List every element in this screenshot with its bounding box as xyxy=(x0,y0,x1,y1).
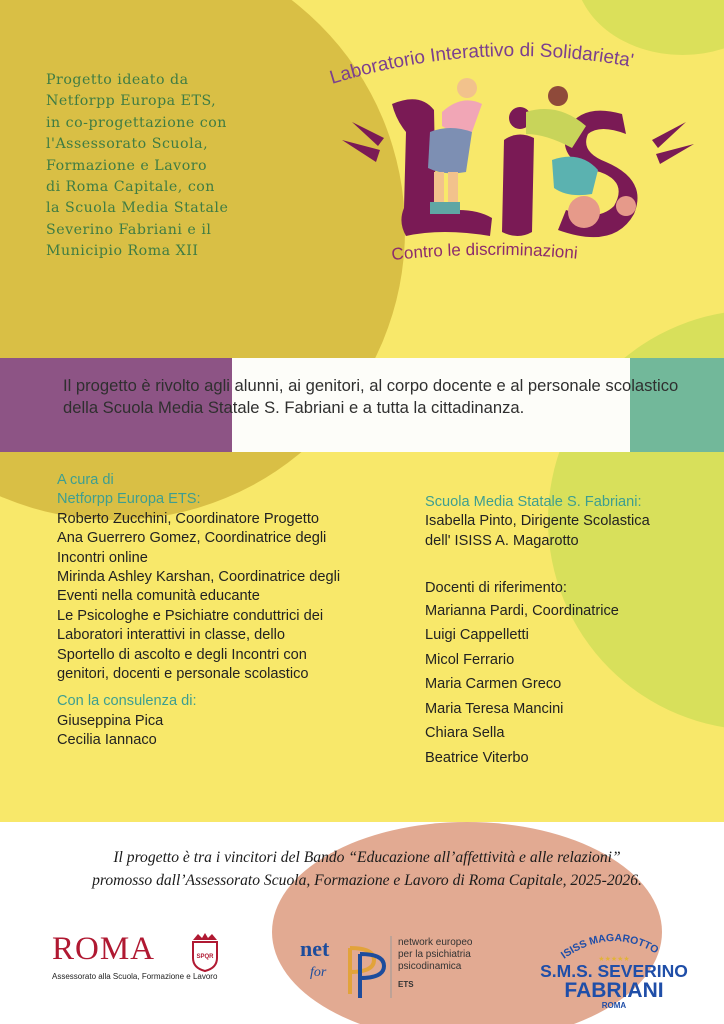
intro-line: Progetto ideato da xyxy=(46,72,189,88)
grant-line: Il progetto è tra i vincitori del Bando “Educazione all’affettività e alle relazioni” xyxy=(113,849,621,866)
credit-line: Isabella Pinto, Dirigente Scolastica xyxy=(425,513,650,530)
credits-right-column xyxy=(425,493,724,770)
child-figure-shirt xyxy=(442,100,482,132)
teacher-name: Maria Carmen Greco xyxy=(425,676,562,693)
netpp-line: per la psichiatria xyxy=(398,949,471,960)
isiss-line-1: S.M.S. SEVERINO xyxy=(540,961,688,981)
intro-line: la Scuola Media Statale xyxy=(46,200,229,217)
child-figure-head xyxy=(457,78,477,98)
netpp-description xyxy=(398,937,473,973)
spacer xyxy=(425,551,724,579)
netpp-for: for xyxy=(310,965,327,980)
intro-line: Netforpp Europa ETS, xyxy=(46,93,217,110)
logo-subtitle: Contro le discriminazioni xyxy=(390,239,579,264)
netpp-ets: ETS xyxy=(398,980,414,989)
roma-wordmark: ROMA xyxy=(52,931,156,967)
teacher-name: Micol Ferrario xyxy=(425,651,515,668)
grant-statement xyxy=(22,846,712,892)
credit-line: Ana Guerrero Gomez, Coordinatrice degli xyxy=(57,530,327,547)
isiss-line-2: FABRIANI xyxy=(564,979,664,1002)
letter-i xyxy=(502,134,534,236)
organization-heading: Netforpp Europa ETS: xyxy=(57,491,201,508)
logo-arc-title: Laboratorio Interattivo di Solidarieta' xyxy=(327,39,636,89)
teachers-heading: Docenti di riferimento: xyxy=(425,580,567,597)
consultant-name: Cecilia Iannaco xyxy=(57,732,157,749)
roma-crest-icon xyxy=(190,932,220,972)
isiss-arc xyxy=(524,925,704,965)
credit-line: Incontri online xyxy=(57,549,148,566)
isiss-line-3: ROMA xyxy=(601,1001,627,1010)
credit-line: Laboratori interattivi in classe, dello xyxy=(57,627,285,644)
credit-line: Mirinda Ashley Karshan, Coordinatrice degli xyxy=(57,569,341,586)
grant-line: promosso dall’Assessorato Scuola, Formazione e Lavoro di Roma Capitale, 2025-2026. xyxy=(92,872,642,889)
intro-line: l'Assessorato Scuola, xyxy=(46,136,209,153)
credits-left-column xyxy=(57,471,387,751)
target-audience-text: Il progetto è rivolto agli alunni, ai genitori, al corpo docente e al personale scolastico della Scuola Media Statale S. Fabriani e a tutta la cittadinanza. xyxy=(63,376,679,417)
teacher-name: Marianna Pardi, Coordinatrice xyxy=(425,602,619,619)
credit-line: Le Psicologhe e Psichiatre conduttrici dei xyxy=(57,607,324,624)
crest-text: SPQR xyxy=(196,954,214,960)
consultant-name: Giuseppina Pica xyxy=(57,712,164,729)
splash-left xyxy=(352,122,384,146)
splash-right xyxy=(652,122,686,148)
intro-line: di Roma Capitale, con xyxy=(46,179,215,196)
child-figure-skirt xyxy=(428,128,472,173)
intro-line: in co-progettazione con xyxy=(46,114,227,131)
isiss-stars: ★★★★★ xyxy=(598,955,630,963)
roma-caption: Assessorato alla Scuola, Formazione e Lavoro xyxy=(52,972,218,981)
isiss-arc-text: ISISS MAGAROTTO xyxy=(558,931,661,962)
netpp-line: psicodinamica xyxy=(398,961,462,972)
splash-right xyxy=(656,144,694,164)
intro-line: Severino Fabriani e il xyxy=(46,221,212,238)
curated-by-label: A cura di xyxy=(57,472,114,488)
child-figure-shoes xyxy=(430,202,460,214)
intro-line: Formazione e Lavoro xyxy=(46,157,208,174)
netpp-net: net xyxy=(300,936,330,961)
spacer xyxy=(57,684,387,692)
child-figure-hand xyxy=(616,196,636,216)
lis-logo xyxy=(322,22,714,290)
credit-line: dell' ISISS A. Magarotto xyxy=(425,532,579,549)
school-heading: Scuola Media Statale S. Fabriani: xyxy=(425,494,642,510)
netpp-line: network europeo xyxy=(398,937,473,948)
teacher-name: Chiara Sella xyxy=(425,725,505,742)
isiss-magarotto-logo xyxy=(524,925,704,1010)
splash-left xyxy=(342,140,380,162)
teacher-name: Luigi Cappelletti xyxy=(425,627,529,644)
credit-line: Roberto Zucchini, Coordinatore Progetto xyxy=(57,510,320,527)
teacher-name: Beatrice Viterbo xyxy=(425,749,529,766)
netforpp-mark xyxy=(298,932,394,1002)
child-figure-face xyxy=(568,196,600,228)
credit-line: genitori, docenti e personale scolastico xyxy=(57,666,309,683)
intro-line: Municipio Roma XII xyxy=(46,243,199,260)
child-figure-head xyxy=(548,86,568,106)
project-intro xyxy=(46,70,276,263)
credit-line: Eventi nella comunità educante xyxy=(57,588,260,605)
netforpp-logo xyxy=(298,932,498,1002)
teachers-list xyxy=(425,599,724,771)
consultancy-heading: Con la consulenza di: xyxy=(57,693,197,710)
teacher-name: Maria Teresa Mancini xyxy=(425,700,564,717)
credit-line: Sportello di ascolto e degli Incontri con xyxy=(57,646,307,663)
